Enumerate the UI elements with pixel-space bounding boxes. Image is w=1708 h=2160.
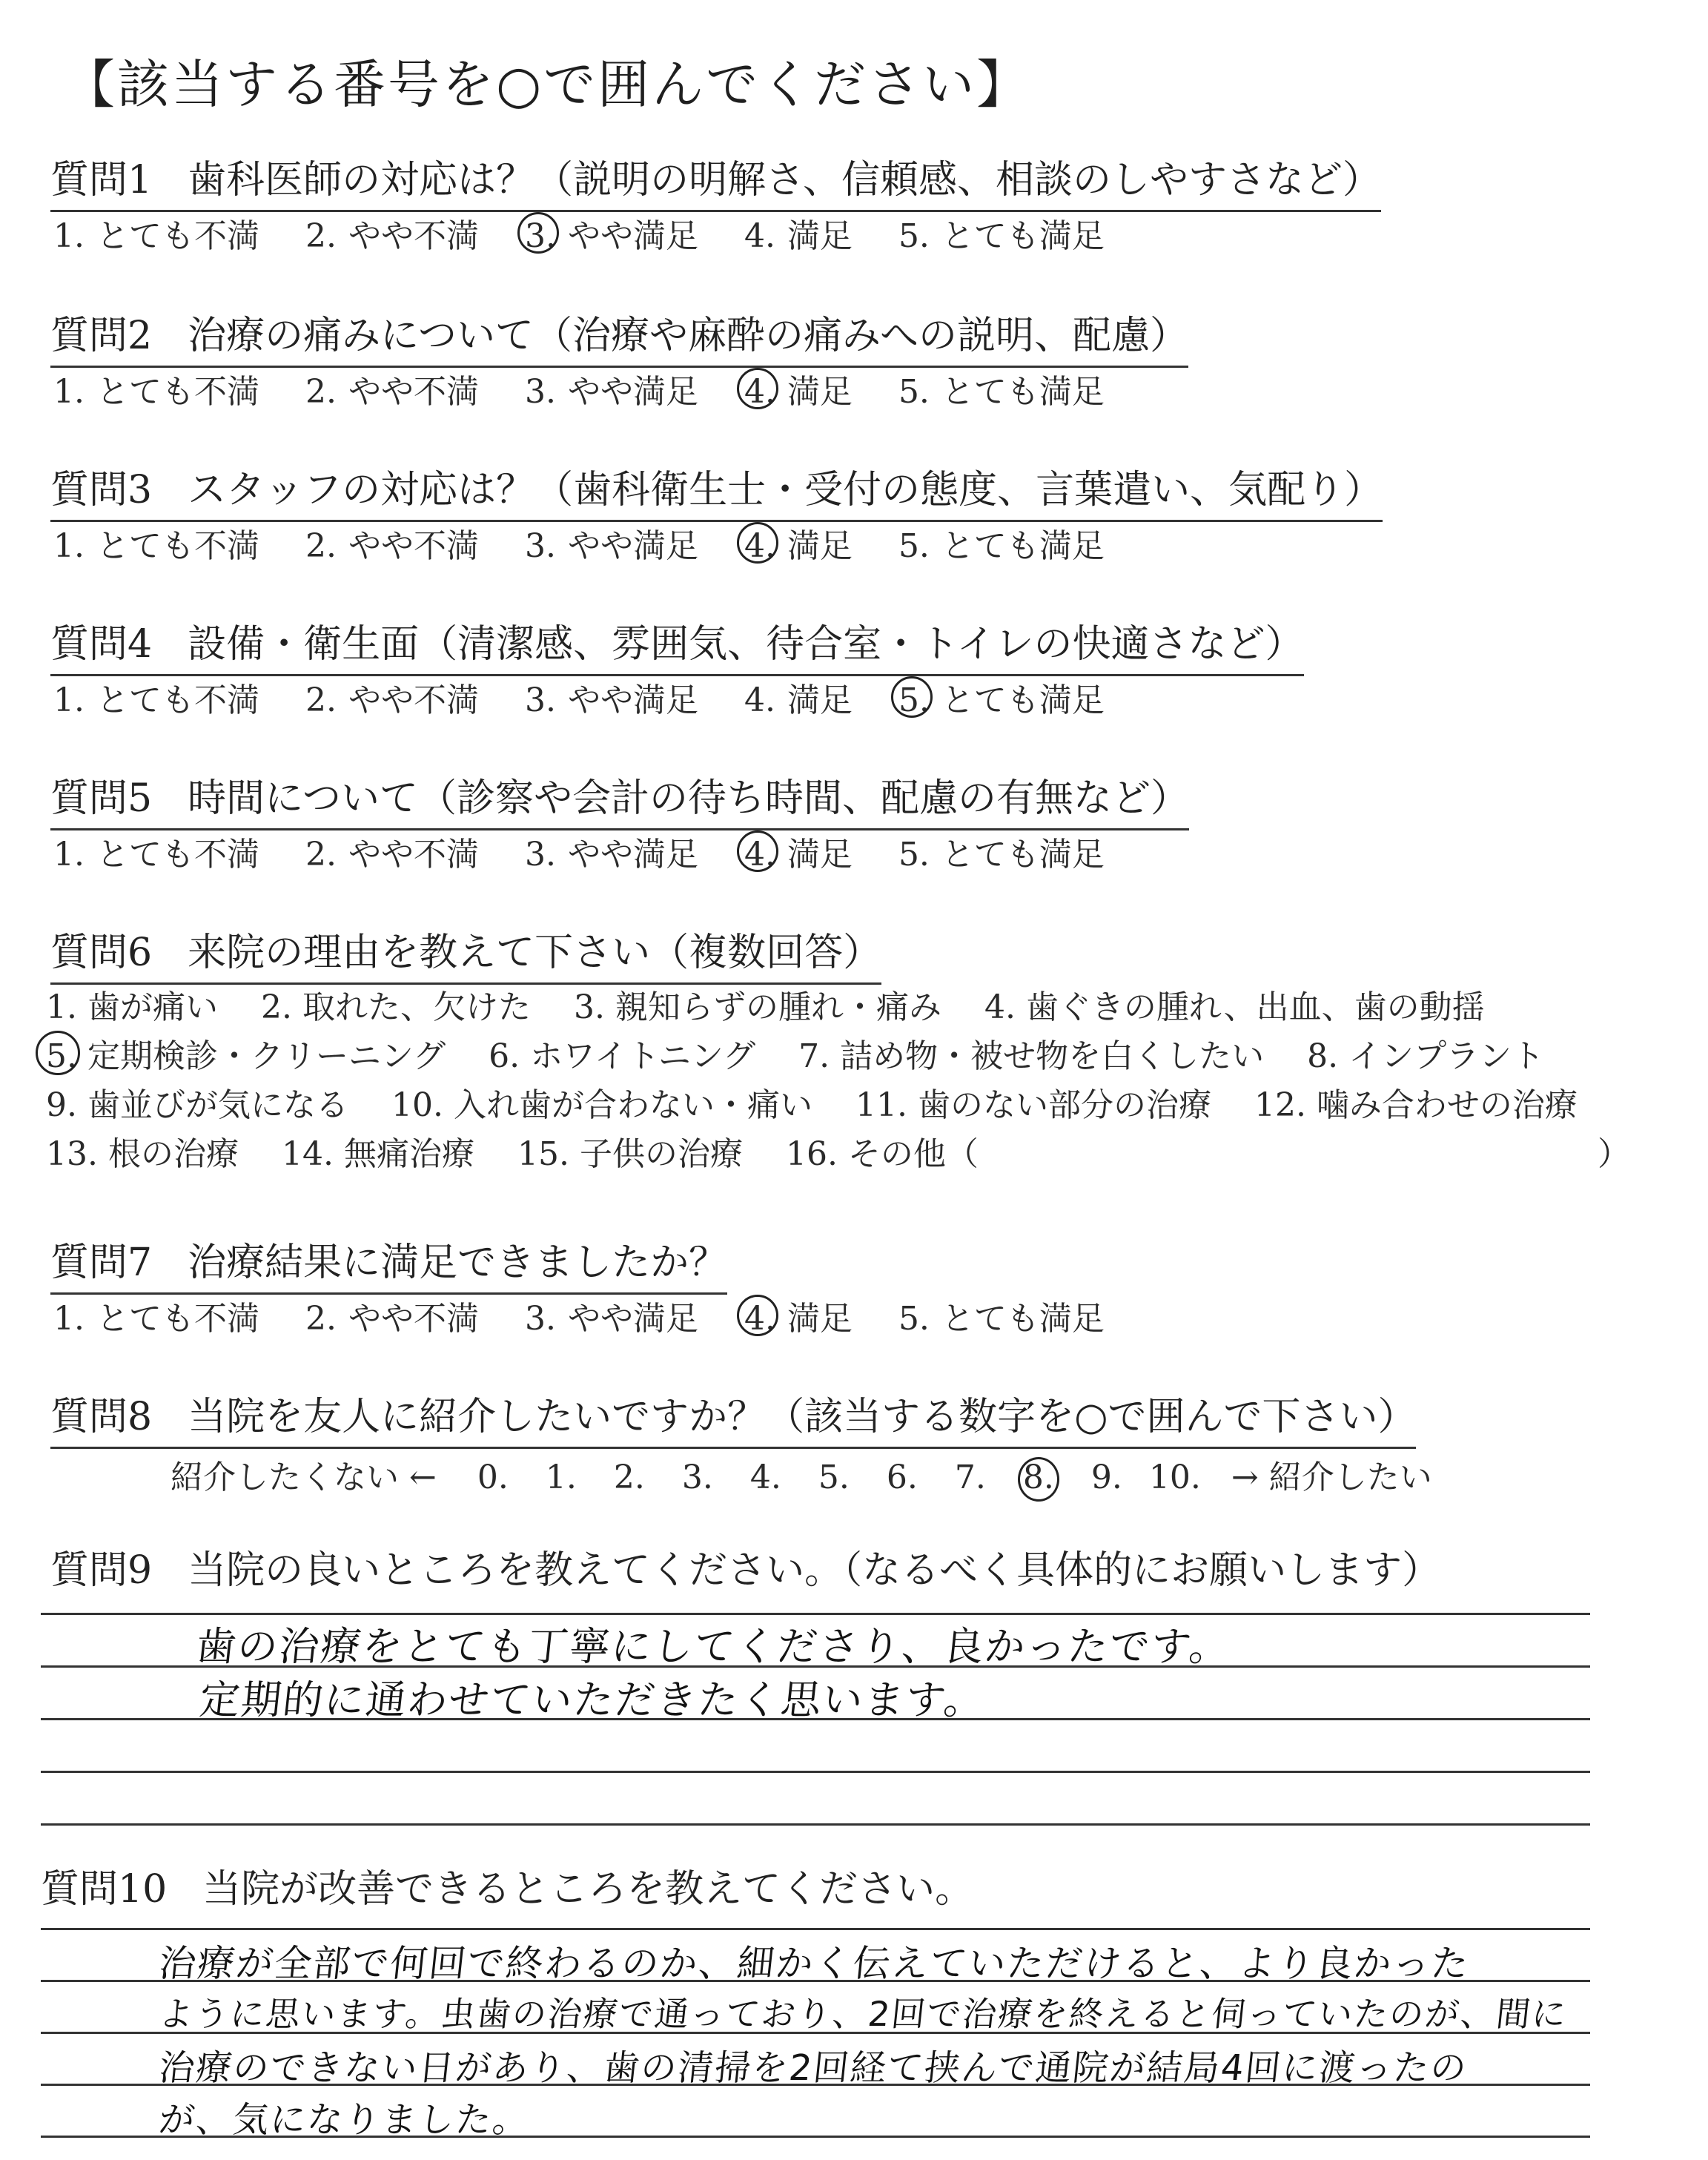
reasons-row-2 bbox=[46, 1029, 1577, 1077]
scale-left-label: 紹介したくない ← bbox=[171, 1459, 437, 1496]
reason-1[interactable]: 1. 歯が痛い bbox=[46, 988, 218, 1026]
option-2[interactable]: 2. やや不満 bbox=[305, 1300, 479, 1338]
handwritten-answer-10-line-3: 治療のできない日があり、歯の清掃を2回経て挟んで通院が結局4回に渡ったの bbox=[156, 2047, 1470, 2089]
question-text: 当院を友人に紹介したいですか？（該当する数字を○で囲んで下さい） bbox=[188, 1395, 1417, 1439]
handwritten-answer-10-line-2: ように思います。虫歯の治療で通っており、2回で治療を終えると伺っていたのが、間に bbox=[156, 1994, 1570, 2034]
option-3[interactable]: 3. やや満足 bbox=[524, 527, 698, 565]
answer-line bbox=[41, 1771, 1590, 1773]
question-2-options bbox=[53, 365, 1140, 412]
reason-16-other[interactable]: 16. その他（ bbox=[785, 1135, 979, 1173]
question-5-options bbox=[53, 828, 1140, 875]
question-text: 歯科医師の対応は？（説明の明解さ、信頼感、相談のしやすさなど） bbox=[188, 158, 1382, 202]
option-3[interactable]: 3. やや満足 bbox=[524, 836, 698, 873]
question-text: 治療の痛みについて（治療や麻酔の痛みへの説明、配慮） bbox=[188, 314, 1189, 358]
reason-12[interactable]: 12. 噛み合わせの治療 bbox=[1254, 1086, 1578, 1124]
option-5[interactable]: 5. とても満足 bbox=[898, 217, 1105, 255]
question-number: 質問1 bbox=[50, 158, 153, 202]
reason-6[interactable]: 6. ホワイトニング bbox=[489, 1037, 756, 1075]
reasons-row-1 bbox=[46, 980, 1517, 1028]
recommend-scale bbox=[148, 1450, 1454, 1498]
option-4-circled[interactable]: 4. 満足 bbox=[744, 373, 853, 411]
option-5[interactable]: 5. とても満足 bbox=[898, 373, 1105, 411]
handwritten-answer-10-line-4: が、気になりました。 bbox=[156, 2099, 532, 2141]
question-1-options bbox=[53, 209, 1140, 257]
question-number: 質問7 bbox=[50, 1241, 153, 1285]
option-2[interactable]: 2. やや不満 bbox=[305, 836, 479, 873]
reasons-row-3 bbox=[46, 1078, 1610, 1126]
reason-7[interactable]: 7. 詰め物・被せ物を白くしたい bbox=[798, 1037, 1265, 1075]
reason-10[interactable]: 10. 入れ歯が合わない・痛い bbox=[391, 1086, 812, 1124]
option-5[interactable]: 5. とても満足 bbox=[898, 836, 1105, 873]
page-title: 【該当する番号を○で囲んでください】 bbox=[63, 54, 1031, 115]
reasons-row-4 bbox=[46, 1127, 1011, 1175]
scale-6[interactable]: 6. bbox=[886, 1459, 918, 1496]
scale-1[interactable]: 1. bbox=[545, 1459, 577, 1496]
option-4[interactable]: 4. 満足 bbox=[744, 217, 853, 255]
option-4-circled[interactable]: 4. 満足 bbox=[744, 836, 853, 873]
option-1[interactable]: 1. とても不満 bbox=[53, 1300, 259, 1338]
handwritten-answer-9-line-2: 定期的に通わせていただきたく思います。 bbox=[197, 1677, 988, 1723]
question-number: 質問8 bbox=[50, 1395, 153, 1439]
scale-5[interactable]: 5. bbox=[818, 1459, 850, 1496]
option-3[interactable]: 3. やや満足 bbox=[524, 681, 698, 719]
reason-13[interactable]: 13. 根の治療 bbox=[46, 1135, 239, 1173]
question-6-heading bbox=[50, 921, 881, 985]
scale-8-circled[interactable]: 8. bbox=[1004, 1459, 1073, 1496]
option-1[interactable]: 1. とても不満 bbox=[53, 527, 259, 565]
question-2-heading bbox=[50, 304, 1188, 368]
question-3-heading bbox=[50, 458, 1383, 522]
option-5[interactable]: 5. とても満足 bbox=[898, 1300, 1105, 1338]
option-3-circled[interactable]: 3. やや満足 bbox=[524, 217, 698, 255]
reason-15[interactable]: 15. 子供の治療 bbox=[517, 1135, 743, 1173]
reason-11[interactable]: 11. 歯のない部分の治療 bbox=[855, 1086, 1211, 1124]
question-number: 質問5 bbox=[50, 776, 153, 821]
question-number: 質問10 bbox=[41, 1867, 168, 1912]
question-text: 当院が改善できるところを教えてください。 bbox=[202, 1867, 974, 1912]
question-text: 当院の良いところを教えてください。（なるべく具体的にお願いします） bbox=[188, 1548, 1441, 1593]
option-4[interactable]: 4. 満足 bbox=[744, 681, 853, 719]
handwritten-answer-9-line-1: 歯の治療をとても丁寧にしてくださり、良かったです。 bbox=[193, 1623, 1234, 1670]
option-1[interactable]: 1. とても不満 bbox=[53, 217, 259, 255]
option-5-circled[interactable]: 5. とても満足 bbox=[898, 681, 1105, 719]
answer-line bbox=[41, 1928, 1590, 1930]
handwritten-answer-10-line-1: 治療が全部で何回で終わるのか、細かく伝えていただけると、より良かった bbox=[156, 1942, 1472, 1985]
scale-3[interactable]: 3. bbox=[681, 1459, 713, 1496]
option-2[interactable]: 2. やや不満 bbox=[305, 217, 479, 255]
answer-line bbox=[41, 1823, 1590, 1826]
reason-9[interactable]: 9. 歯並びが気になる bbox=[46, 1086, 348, 1124]
reason-5-circled[interactable]: 5. 定期検診・クリーニング bbox=[46, 1037, 446, 1075]
question-number: 質問3 bbox=[50, 468, 153, 512]
question-7-heading bbox=[50, 1231, 727, 1295]
scale-10[interactable]: 10. bbox=[1148, 1459, 1201, 1496]
scale-2[interactable]: 2. bbox=[613, 1459, 645, 1496]
option-2[interactable]: 2. やや不満 bbox=[305, 681, 479, 719]
question-text: 来院の理由を教えて下さい（複数回答） bbox=[188, 931, 882, 975]
reason-8[interactable]: 8. インプラント bbox=[1307, 1037, 1545, 1075]
option-5[interactable]: 5. とても満足 bbox=[898, 527, 1105, 565]
question-number: 質問9 bbox=[50, 1548, 153, 1593]
scale-0[interactable]: 0. bbox=[477, 1459, 509, 1496]
question-7-options bbox=[53, 1292, 1140, 1339]
question-8-heading bbox=[50, 1385, 1416, 1449]
option-1[interactable]: 1. とても不満 bbox=[53, 373, 259, 411]
scale-9[interactable]: 9. bbox=[1090, 1459, 1122, 1496]
option-3[interactable]: 3. やや満足 bbox=[524, 1300, 698, 1338]
option-1[interactable]: 1. とても不満 bbox=[53, 836, 259, 873]
question-number: 質問4 bbox=[50, 622, 153, 667]
option-1[interactable]: 1. とても不満 bbox=[53, 681, 259, 719]
reason-14[interactable]: 14. 無痛治療 bbox=[281, 1135, 474, 1173]
option-2[interactable]: 2. やや不満 bbox=[305, 527, 479, 565]
scale-7[interactable]: 7. bbox=[954, 1459, 986, 1496]
question-3-options bbox=[53, 519, 1140, 567]
question-4-options bbox=[53, 673, 1140, 721]
question-10-heading bbox=[41, 1857, 973, 1919]
reason-2[interactable]: 2. 取れた、欠けた bbox=[260, 988, 531, 1026]
question-9-heading bbox=[50, 1539, 1440, 1600]
question-text: 時間について（診察や会計の待ち時間、配慮の有無など） bbox=[188, 776, 1190, 821]
reason-3[interactable]: 3. 親知らずの腫れ・痛み bbox=[573, 988, 941, 1026]
question-text: スタッフの対応は？（歯科衛生士・受付の態度、言葉遣い、気配り） bbox=[188, 468, 1383, 512]
question-1-heading bbox=[50, 148, 1381, 212]
other-close-paren: ） bbox=[1598, 1135, 1630, 1173]
option-4-circled[interactable]: 4. 満足 bbox=[744, 1300, 853, 1338]
option-4-circled[interactable]: 4. 満足 bbox=[744, 527, 853, 565]
scale-right-label: → 紹介したい bbox=[1231, 1459, 1432, 1496]
option-3[interactable]: 3. やや満足 bbox=[524, 373, 698, 411]
question-4-heading bbox=[50, 612, 1304, 676]
reason-4[interactable]: 4. 歯ぐきの腫れ、出血、歯の動揺 bbox=[984, 988, 1485, 1026]
question-5-heading bbox=[50, 767, 1189, 830]
question-number: 質問6 bbox=[50, 931, 153, 975]
scale-4[interactable]: 4. bbox=[749, 1459, 781, 1496]
option-2[interactable]: 2. やや不満 bbox=[305, 373, 479, 411]
question-text: 治療結果に満足できましたか？ bbox=[188, 1241, 728, 1285]
question-number: 質問2 bbox=[50, 314, 153, 358]
question-text: 設備・衛生面（清潔感、雰囲気、待合室・トイレの快適さなど） bbox=[188, 622, 1304, 667]
